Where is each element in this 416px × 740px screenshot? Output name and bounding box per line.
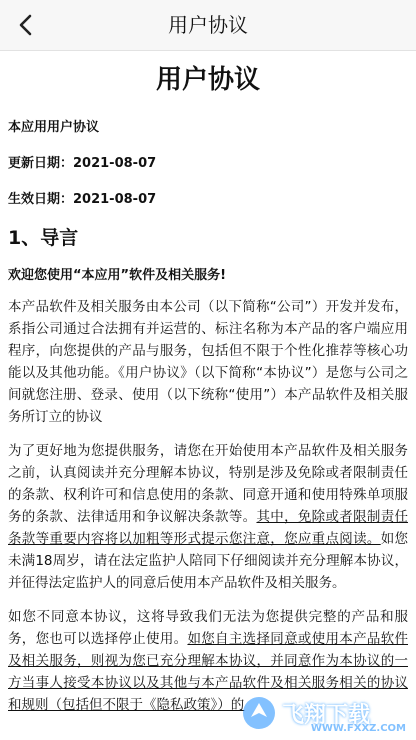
underlined-text: 其中，免除或者限制责任条款等重要内容将以加粗等形式提示您注意，您应重点阅读。	[8, 509, 409, 547]
agreement-content[interactable]	[8, 52, 408, 716]
watermark	[240, 690, 410, 736]
watermark-text: 飞翔下载	[282, 702, 371, 728]
welcome-text: 欢迎您使用“本应用”软件及相关服务!	[8, 268, 227, 283]
page-title: 用户协议	[168, 13, 248, 37]
top-bar	[0, 0, 416, 51]
watermark-logo-icon	[240, 694, 278, 732]
paragraph-text: 如您未满18周岁，请在法定监护人陪同下仔细阅读并充分理解本协议，并征得法定监护人的同意后使用本产品软件及相关服务。	[8, 531, 409, 591]
section-heading: 1、导言	[8, 227, 79, 249]
app-agreement-name: 本应用用户协议	[8, 120, 100, 135]
document-title: 用户协议	[155, 65, 260, 95]
underlined-text: 如您自主选择同意或使用本产品软件及相关服务，则视为您已充分理解本协议，并同意作为本协议的一方当事人接受本协议以及其他与本产品软件及相关服务相关的协议和规则（包括但不限于《隐私政策》）的	[8, 631, 409, 713]
paragraph-text: 为了更好地为您提供服务，请您在开始使用本产品软件及相关服务之前，认真阅读并充分理解本协议，特别是涉及免除或者限制责任的条款、权利许可和信息使用的条款、同意开通和使用特殊单项服务的条款、法律适用和争议解决条款等。	[8, 443, 408, 525]
updated-date: 更新日期：2021-08-07	[8, 156, 157, 171]
effective-date: 生效日期：2021-08-07	[8, 192, 157, 207]
paragraph-text: 如您不同意本协议，这将导致我们无法为您提供完整的产品和服务，您也可以选择停止使用。	[8, 609, 408, 647]
paragraph-reading-notice	[8, 440, 408, 594]
paragraph-intro: 本产品软件及相关服务由本公司（以下简称“公司”）开发并发布，系指公司通过合法拥有并运营的、标注名称为本产品的客户端应用程序，向您提供的产品与服务，包括但不限于个性化推荐等核心功能以及其他功能。《用户协议》（以下简称“本协议”）是您与公司之间就您注册、登录、使用（以下统称“使用”）本产品软件及相关服务所订立的协议	[8, 299, 408, 425]
watermark-url: WWW.FXXZ.COM	[310, 723, 406, 734]
